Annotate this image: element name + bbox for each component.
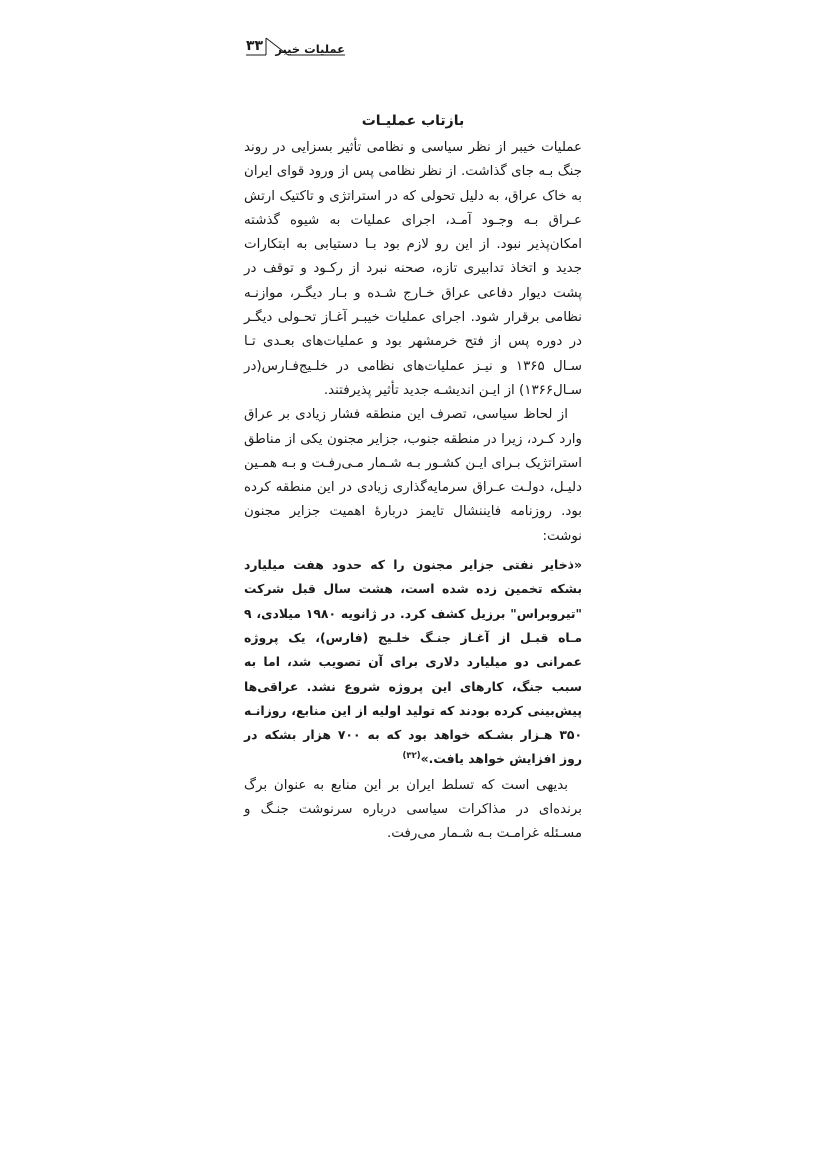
page-number: ۳۳ [246,38,264,54]
running-header-title: عملیات خیبر [275,42,345,56]
running-header [244,34,345,60]
paragraph: از لحاظ سیاسی، تصرف این منطقه فشار زیادی بر عراق وارد کـرد، زیرا در منطقه جنوب، جزایر مجنون یکی از مناطق استراتژیک بـرای ایـن کشـور بـه شـمار مـی‌رفـت و بـه همـین دلیـل، دولـت عـراق سرمایه‌گذاری زیادی در این منطقه کرده بود. روزنامه فایننشال تایمز دربارهٔ اهمیت جزایر مجنون نوشت: [244,407,582,544]
block-quote [244,553,582,772]
paragraph: عملیات خیبر از نظر سیاسی و نظامی تأثیر بسزایی در روند جنگ بـه جای گذاشت. از نظر نظامی پس از ورود قوای ایران به خاک عراق، به دلیل تحولی که در استراتژی و تاکتیک ارتش عـراق بـه وجـود آمـد، اجرای عملیات به شیوه گذشته امکان‌پذیر نبود. از این رو لازم بود بـا دستیابی به ابتکارات جدید و اتخاذ تدابیری تازه، صحنه نبرد از رکـود و توقف در پشت دیوار دفاعی عراق خـارج شـده و بـار دیگـر، موازنـه نظامی برقرار شود. اجرای عملیات خیبـر آغـاز تحـولی دیگـر در دوره پس از فتح خرمشهر بود و عملیات‌های بعـدی تـا سـال ۱۳۶۵ و نیـز عملیات‌های نظامی در خلـیج‌فـارس(در سـال۱۳۶۶) از ایـن اندیشـه جدید تأثیر پذیرفتند. [244,140,582,398]
quote-text: «ذخایر نفتی جزایر مجنون را که حدود هفت میلیارد بشکه تخمین زده شده است، هشت سال قبل شرکت "تیروبراس" برزیل کشف کرد. در ژانویه ۱۹۸۰ میلادی، ۹ مـاه قبـل از آغـاز جنـگ خلـیج (فارس)، یک پروژه عمرانی دو میلیارد دلاری برای آن تصویب شد، اما به سبب جنگ، کارهای این پروژه شروع نشد. عراقی‌ها پیش‌بینی کرده بودند که تولید اولیه از این منابع، روزانـه ۳۵۰ هـزار بشـکه خواهد بود که به ۷۰۰ هزار بشکه در روز افزایش خواهد یافت.» [244,557,583,767]
main-text-block [244,108,582,847]
footnote-reference: (۳۲) [402,751,421,762]
paragraph: بدیهی است که تسلط ایران بر این منابع به عنوان برگ برنده‌ای در مذاکرات سیاسی درباره سرنوشت جنـگ و مسـئله غرامـت بـه شـمار می‌رفت. [244,777,582,842]
section-heading: بازتاب عملیـات [361,113,465,129]
